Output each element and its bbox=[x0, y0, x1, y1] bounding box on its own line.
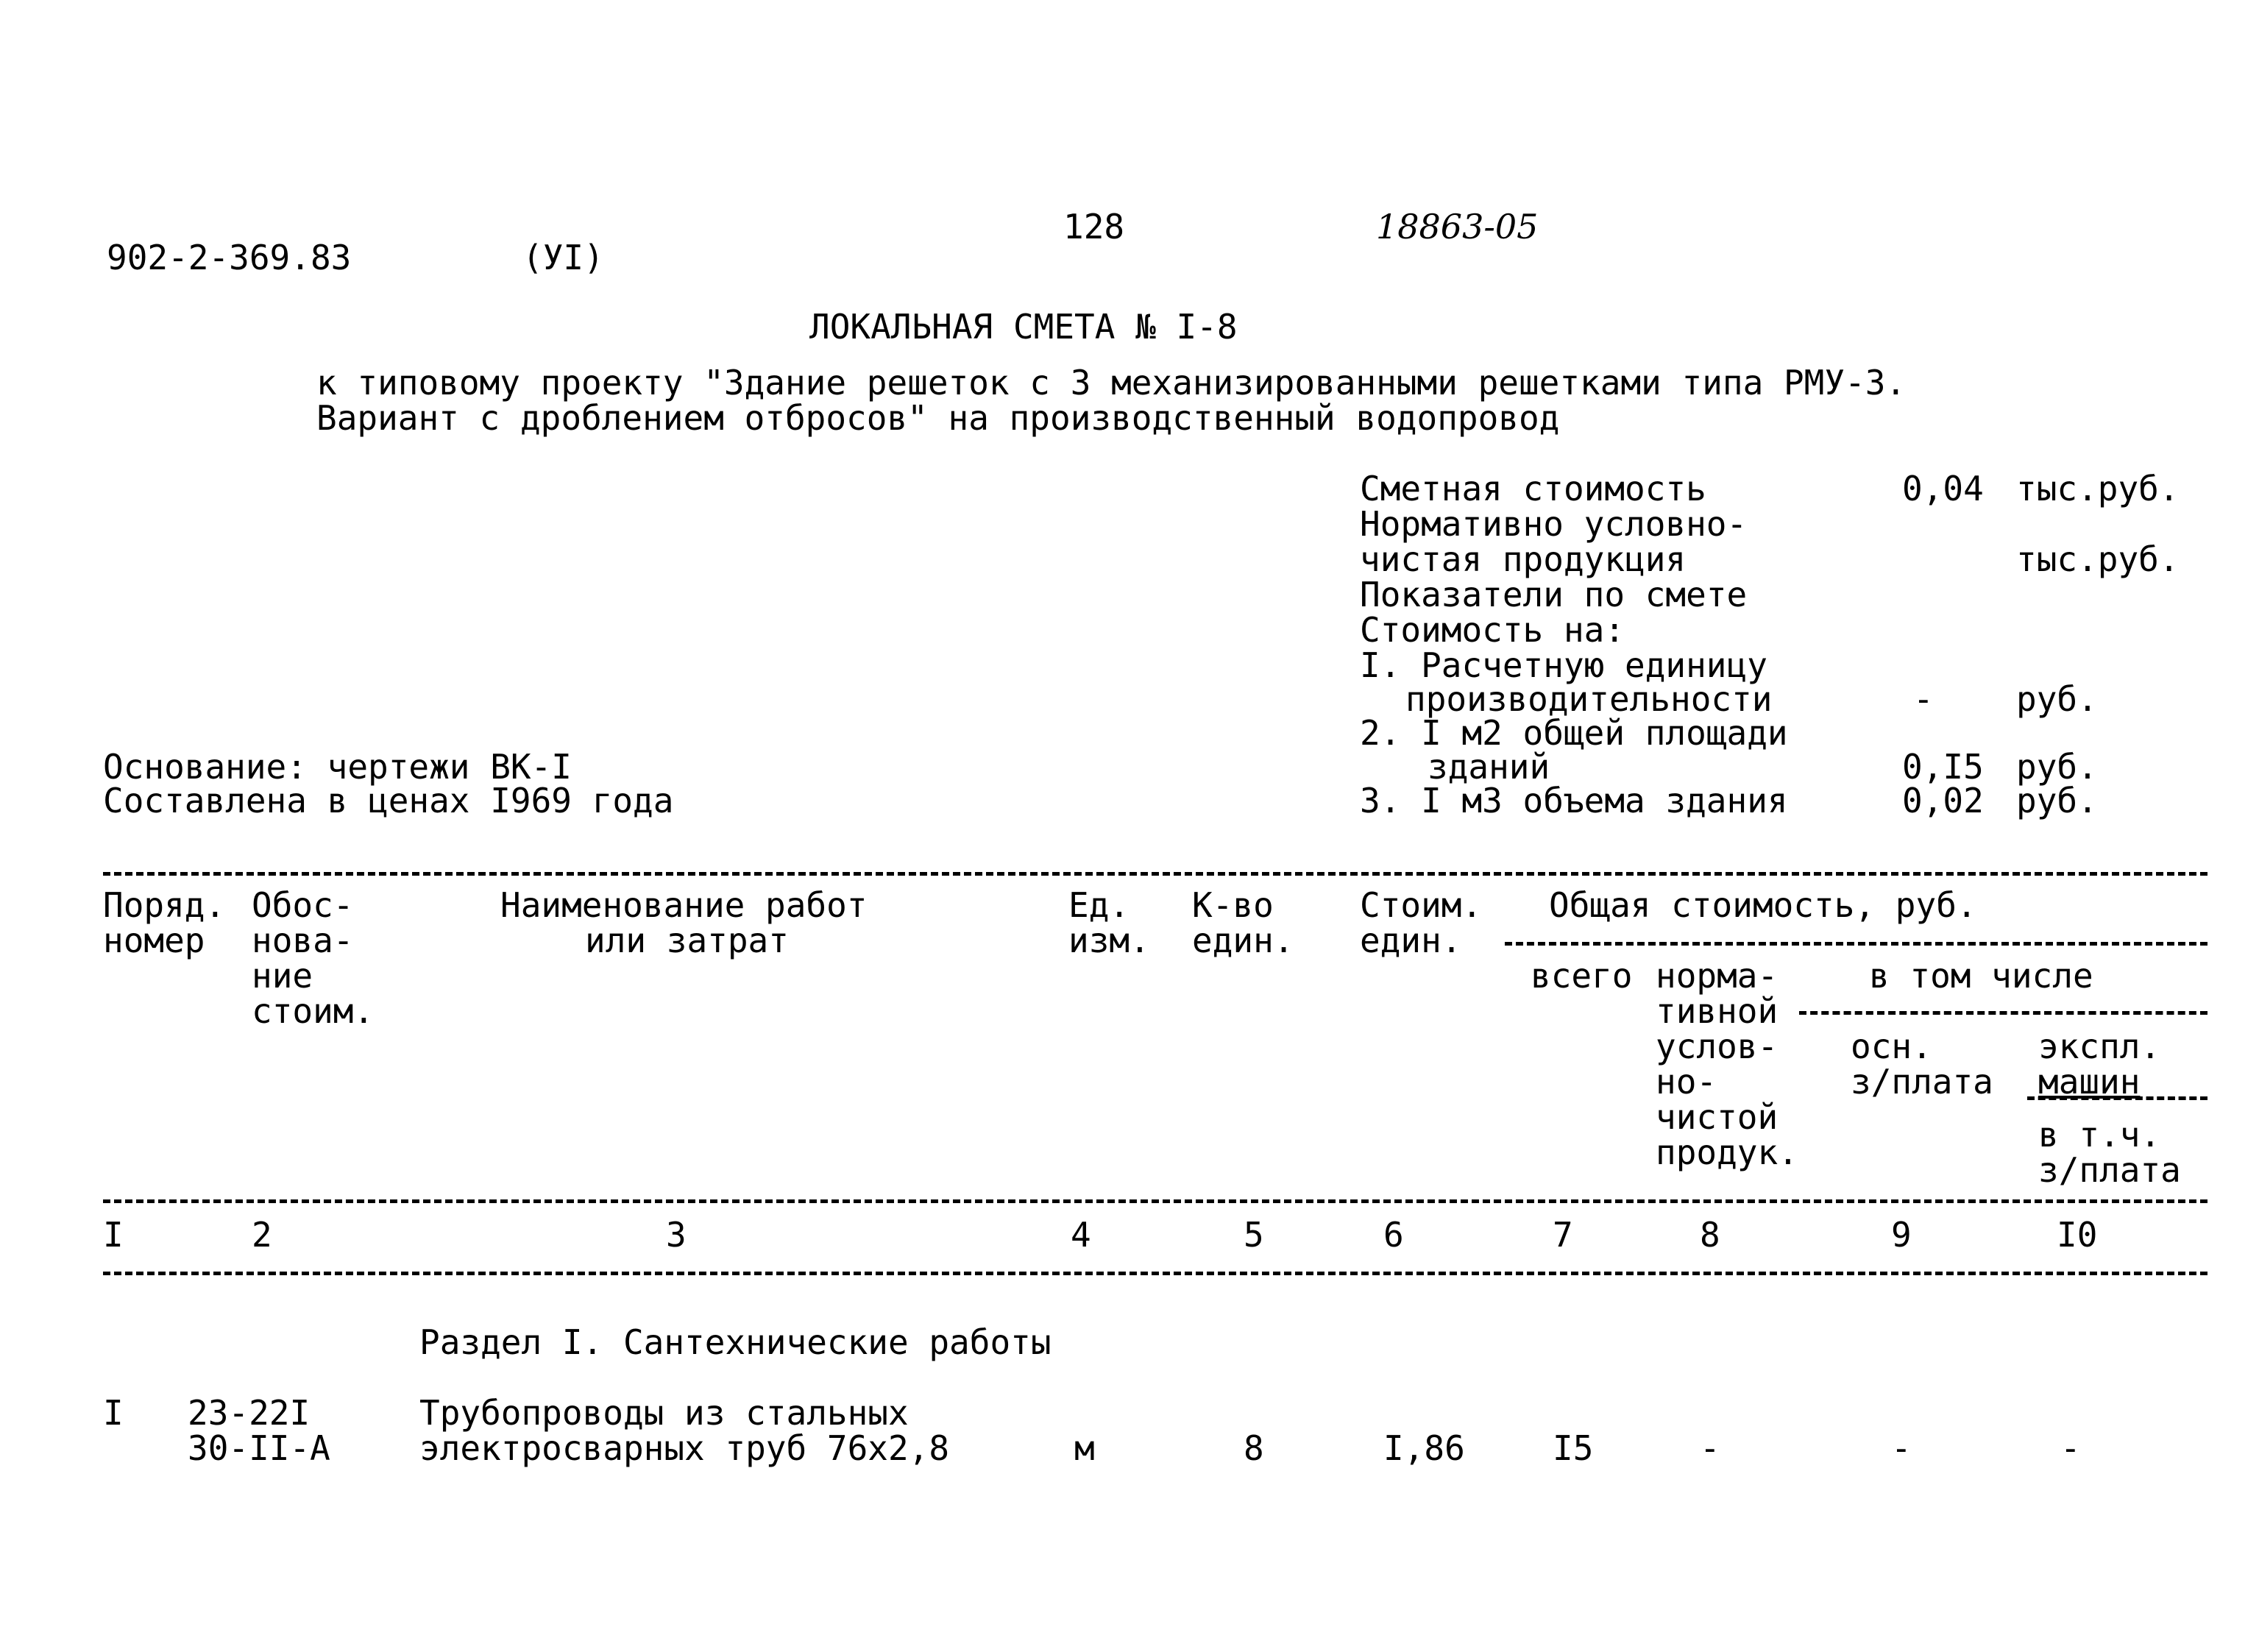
col8-header-3: услов- bbox=[1656, 1027, 1779, 1066]
col6-header-1: Стоим. bbox=[1360, 885, 1483, 925]
indicator-2-unit: руб. bbox=[2016, 747, 2098, 787]
incl-rule bbox=[1799, 1011, 2207, 1015]
handwritten-code: 18863-05 bbox=[1376, 207, 1539, 247]
col-number-3: 3 bbox=[666, 1215, 687, 1255]
col8-header-5: чистой bbox=[1656, 1097, 1779, 1137]
col8-header-1: норма- bbox=[1656, 956, 1779, 996]
subtitle-line-2: Вариант с дроблением отбросов" на производственный водопровод bbox=[316, 398, 1560, 438]
row-qty: 8 bbox=[1244, 1428, 1264, 1468]
row-code-1: 23-22I bbox=[188, 1393, 311, 1433]
cost-on-label: Стоимость на: bbox=[1360, 610, 1625, 650]
row-wage: - bbox=[1891, 1428, 1912, 1468]
page-number: 128 bbox=[1063, 207, 1125, 247]
col-number-7: 7 bbox=[1553, 1215, 1573, 1255]
col2-header-3: ние bbox=[252, 956, 313, 996]
col-number-8: 8 bbox=[1700, 1215, 1720, 1255]
col3-header-2: или затрат bbox=[585, 921, 789, 960]
col1-header-2: номер bbox=[103, 921, 205, 960]
estimate-title: ЛОКАЛЬНАЯ СМЕТА № I-8 bbox=[809, 307, 1238, 347]
col8-header-2: тивной bbox=[1656, 991, 1779, 1031]
cost-unit: тыс.руб. bbox=[2016, 469, 2180, 508]
norm-label-1: Нормативно условно- bbox=[1360, 504, 1748, 544]
volume-number: (УI) bbox=[522, 238, 604, 277]
row-norm: - bbox=[1700, 1428, 1720, 1468]
norm-unit: тыс.руб. bbox=[2016, 539, 2180, 579]
row-total: I5 bbox=[1553, 1428, 1594, 1468]
col10-header-2: машин bbox=[2038, 1062, 2141, 1102]
indicators-label: Показатели по смете bbox=[1360, 575, 1748, 614]
col-number-10: I0 bbox=[2057, 1215, 2098, 1255]
col2-header-1: Обос- bbox=[252, 885, 354, 925]
col2-header-4: стоим. bbox=[252, 991, 375, 1031]
norm-label-2: чистая продукция bbox=[1360, 539, 1687, 579]
col3-header-1: Наименование работ bbox=[500, 885, 868, 925]
col10-sub-header-1: в т.ч. bbox=[2038, 1115, 2161, 1155]
table-top-rule bbox=[103, 872, 2207, 876]
section-title: Раздел I. Сантехнические работы bbox=[419, 1322, 1052, 1362]
basis-line-2: Составлена в ценах I969 года bbox=[103, 781, 674, 820]
column-numbers-rule bbox=[103, 1272, 2207, 1275]
row-name-2: электросварных труб 76x2,8 bbox=[419, 1428, 950, 1468]
row-code-2: 30-II-А bbox=[188, 1428, 330, 1468]
indicator-3-value: 0,02 bbox=[1902, 781, 1984, 820]
subtitle-line-1: к типовому проекту "Здание решеток с 3 механизированными решетками типа РМУ-3. bbox=[316, 363, 1907, 403]
indicator-2-value: 0,I5 bbox=[1902, 747, 1984, 787]
col-number-1: I bbox=[103, 1215, 124, 1255]
row-machines: - bbox=[2060, 1428, 2081, 1468]
total-cost-group-header: Общая стоимость, руб. bbox=[1549, 885, 1977, 925]
doc-code: 902-2-369.83 bbox=[107, 238, 352, 277]
indicator-1-unit: руб. bbox=[2016, 679, 2098, 719]
incl-group-header: в том числе bbox=[1869, 956, 2093, 996]
col5-header-2: един. bbox=[1192, 921, 1294, 960]
cost-value: 0,04 bbox=[1902, 469, 1984, 508]
col7-header: всего bbox=[1531, 956, 1633, 996]
col8-header-6: продук. bbox=[1656, 1132, 1798, 1172]
col-number-5: 5 bbox=[1244, 1215, 1264, 1255]
indicator-1-value: - bbox=[1913, 679, 1934, 719]
col-number-2: 2 bbox=[252, 1215, 272, 1255]
col2-header-2: нова- bbox=[252, 921, 354, 960]
col5-header-1: К-во bbox=[1192, 885, 1274, 925]
row-num: I bbox=[103, 1393, 124, 1433]
col-number-9: 9 bbox=[1891, 1215, 1912, 1255]
total-cost-rule bbox=[1505, 942, 2207, 946]
col4-header-2: изм. bbox=[1068, 921, 1150, 960]
indicator-2-line-2: зданий bbox=[1428, 747, 1550, 787]
indicator-3-line-1: 3. I м3 объема здания bbox=[1360, 781, 1788, 820]
col1-header-1: Поряд. bbox=[103, 885, 226, 925]
cost-label: Сметная стоимость bbox=[1360, 469, 1706, 508]
col4-header-1: Ед. bbox=[1068, 885, 1130, 925]
row-name-1: Трубопроводы из стальных bbox=[419, 1393, 909, 1433]
col8-header-4: но- bbox=[1656, 1062, 1717, 1102]
indicator-1-line-2: производительности bbox=[1405, 679, 1773, 719]
row-unit: м bbox=[1074, 1428, 1095, 1468]
col9-header-2: з/плата bbox=[1851, 1062, 1993, 1102]
basis-line-1: Основание: чертежи ВК-I bbox=[103, 747, 572, 787]
indicator-2-line-1: 2. I м2 общей площади bbox=[1360, 713, 1788, 753]
col-number-4: 4 bbox=[1071, 1215, 1091, 1255]
col10-header-1: экспл. bbox=[2038, 1027, 2161, 1066]
col6-header-2: един. bbox=[1360, 921, 1462, 960]
indicator-3-unit: руб. bbox=[2016, 781, 2098, 820]
col10-sub-header-2: з/плата bbox=[2038, 1150, 2181, 1190]
header-bottom-rule bbox=[103, 1199, 2207, 1203]
row-unit-cost: I,86 bbox=[1383, 1428, 1465, 1468]
col9-header-1: осн. bbox=[1851, 1027, 1932, 1066]
col-number-6: 6 bbox=[1383, 1215, 1404, 1255]
indicator-1-line-1: I. Расчетную единицу bbox=[1360, 645, 1767, 685]
